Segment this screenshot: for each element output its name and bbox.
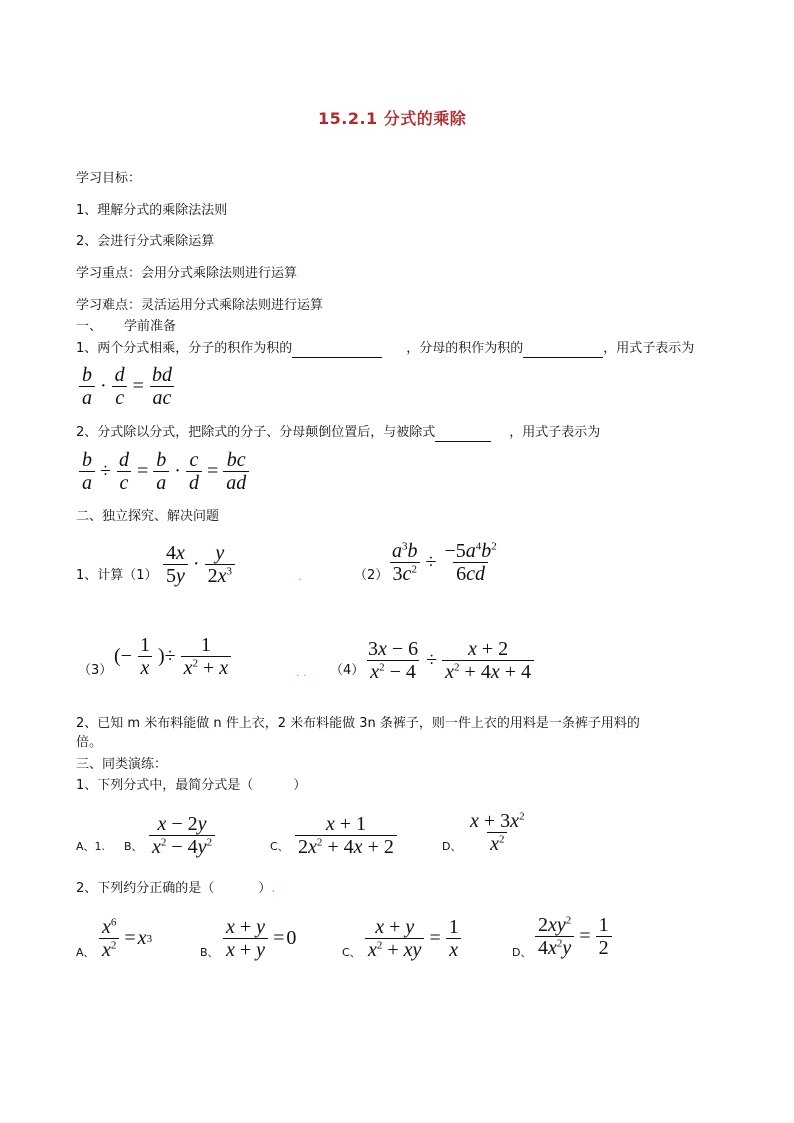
mc-2-option-d-label: D、 <box>512 946 532 959</box>
product-rule-formula: $\frac{b}{a}$ · $\frac{d}{c}$ = $\frac{bd}{ac}$ <box>76 364 178 409</box>
answer-blank-operation[interactable] <box>435 441 491 442</box>
question-1-text-a: 1、两个分式相乘，分子的积作为积的 <box>76 341 293 356</box>
section-1-number: 一、 <box>76 319 103 334</box>
difficulty: 学习难点：灵活运用分式乘除法则进行运算 <box>76 298 324 313</box>
mc-1-option-b: $\frac{x - 2y}{x^2 - 4y^2}$ <box>146 813 218 858</box>
calc-2-expression: $\frac{a^3b}{3c^2}$ ÷ $\frac{-5a^4b^2}{6cd}$ <box>386 540 503 585</box>
mc-1-option-d: $\frac{x + 3x^2}{x^2}$ <box>470 810 525 855</box>
mc-1-option-c: $\frac{x + 1}{2x^2 + 4x + 2}$ <box>292 813 400 858</box>
key-point: 学习重点：会用分式乘除法则进行运算 <box>76 266 298 281</box>
mc-1-option-a: A、1. <box>76 840 106 853</box>
question-2 <box>76 424 600 442</box>
calc-1-expression: $\frac{4x}{5y}$ · $\frac{y}{2x^3}$ <box>160 542 238 587</box>
mc-2-option-c: $\frac{x + y}{x^2 + xy}$ = $\frac{1}{x}$ <box>362 916 465 961</box>
mc-2-option-b: $\frac{x + y}{x + y}$ = 0 <box>220 916 296 961</box>
mc-1-option-d-label: D、 <box>442 840 462 853</box>
cloth-question-end: 倍。 <box>76 735 103 750</box>
question-1 <box>76 340 694 358</box>
section-1-title: 学前准备 <box>124 319 177 334</box>
mc-question-1: 1、下列分式中，最简分式是（ ） <box>76 778 307 793</box>
mc-2-option-c-label: C、 <box>342 946 361 959</box>
mc-1-option-b-label: B、 <box>124 840 143 853</box>
mc-2-option-b-label: B、 <box>200 946 219 959</box>
answer-blank-denominator[interactable] <box>523 357 603 358</box>
page-title: 15.2.1 分式的乘除 <box>318 109 467 128</box>
question-1-text-c: ，用式子表示为 <box>603 341 695 356</box>
calc-3-label: （3） <box>78 663 113 678</box>
mc-question-2: 2、下列约分正确的是（ ）. <box>76 881 276 896</box>
section-2-title: 二、独立探究、解决问题 <box>76 509 220 524</box>
objectives-heading: 学习目标： <box>76 171 142 186</box>
question-2-text-b: ，用式子表示为 <box>509 425 601 440</box>
calc-1-label: 1、计算（1） <box>76 568 158 583</box>
calc-2-label: （2） <box>354 568 389 583</box>
objective-2: 2、会进行分式乘除运算 <box>76 234 215 249</box>
mc-2-option-d: $\frac{2xy^2}{4x^2y}$ = $\frac{1}{2}$ <box>532 914 615 959</box>
calc-3-expression: (− $\frac{1}{x}$ )÷ $\frac{1}{x^2 + x}$ <box>112 634 234 679</box>
question-2-text-a: 2、分式除以分式，把除式的分子、分母颠倒位置后，与被除式 <box>76 425 436 440</box>
answer-blank-numerator[interactable] <box>292 357 382 358</box>
quotient-rule-formula: $\frac{b}{a}$ ÷ $\frac{d}{c}$ = $\frac{b}{a}$ · $\frac{c}{d}$ = $\frac{bc}{ad}$ <box>76 449 252 494</box>
calc-4-expression: $\frac{3x - 6}{x^2 - 4}$ ÷ $\frac{x + 2}{x^2 + 4x + 4}$ <box>362 638 537 683</box>
question-1-text-b: ，分母的积作为积的 <box>406 341 524 356</box>
worksheet-page: 15.2.1 分式的乘除 学习目标： 1、理解分式的乘除法法则 2、会进行分式乘除运算 学习重点：会用分式乘除法则进行运算 学习难点：灵活运用分式乘除法则进行运算 一、 学前准备 1、两个分式相乘，分子的积作为积的 ，分母的积作为积的 ，用式子表示为 $\frac{b}{a}$ · $\frac{d}{c}$ = $\frac{bd}{ac}$ 2、分式除以分式，把除式的分子、分母颠倒位置后，与被除式 ，用式子表示为 $\frac{b}{a}$ ÷ $\frac{d}{c}$ = $\frac{b}{a}$ · $\frac{c}{d}$ = $\frac{bc}{ad}$ 二、独立探究、解决问题 1、计算（1） $\frac{4x}{5y}$ · $\frac{y}{2x^3}$ . （2） $\frac{a^3b}{3c^2}$ ÷ $\frac{-5a^4b^2}{6cd}$ （3） (− $\frac{1}{x}$ )÷ $\frac{1}{x^2 + x}$ . . （4） $\frac{3x - 6}{x^2 - 4}$ ÷ $\frac{x + 2}{x^2 + 4x + 4}$ 2、已知 m 米布料能做 n 件上衣，2 米布料能做 3n 条裤子，则一件上衣的用料是一条裤子用料的 倍。 三、同类演练： 1、下列分式中，最简分式是（ ） A、1. B、 $\frac{x - 2y}{x^2 - 4y^2}$ C、 $\frac{x + 1}{2x^2 + 4x + 2}$ D、 $\frac{x + 3x^2}{x^2}$ 2、下列约分正确的是（ ）. A、 $\frac{x^6}{x^2}$ = x 3 B、 $\frac{x + y}{x + y}$ = 0 C、 $\frac{x + y}{x^2 + xy}$ = $\frac{1}{x}$ D、 $\frac{2xy^2}{4x^2y}$ = $\frac{1}{2}$ <box>0 0 794 1123</box>
mc-2-option-a: $\frac{x^6}{x^2}$ = x 3 <box>96 916 152 961</box>
section-3-title: 三、同类演练： <box>76 757 168 772</box>
calc-4-label: （4） <box>330 663 365 678</box>
mc-2-option-a-label: A、 <box>76 946 95 959</box>
objective-1: 1、理解分式的乘除法法则 <box>76 203 228 218</box>
cloth-question: 2、已知 m 米布料能做 n 件上衣，2 米布料能做 3n 条裤子，则一件上衣的用料是一条裤子用料的 <box>76 716 640 731</box>
mc-1-option-c-label: C、 <box>270 840 289 853</box>
